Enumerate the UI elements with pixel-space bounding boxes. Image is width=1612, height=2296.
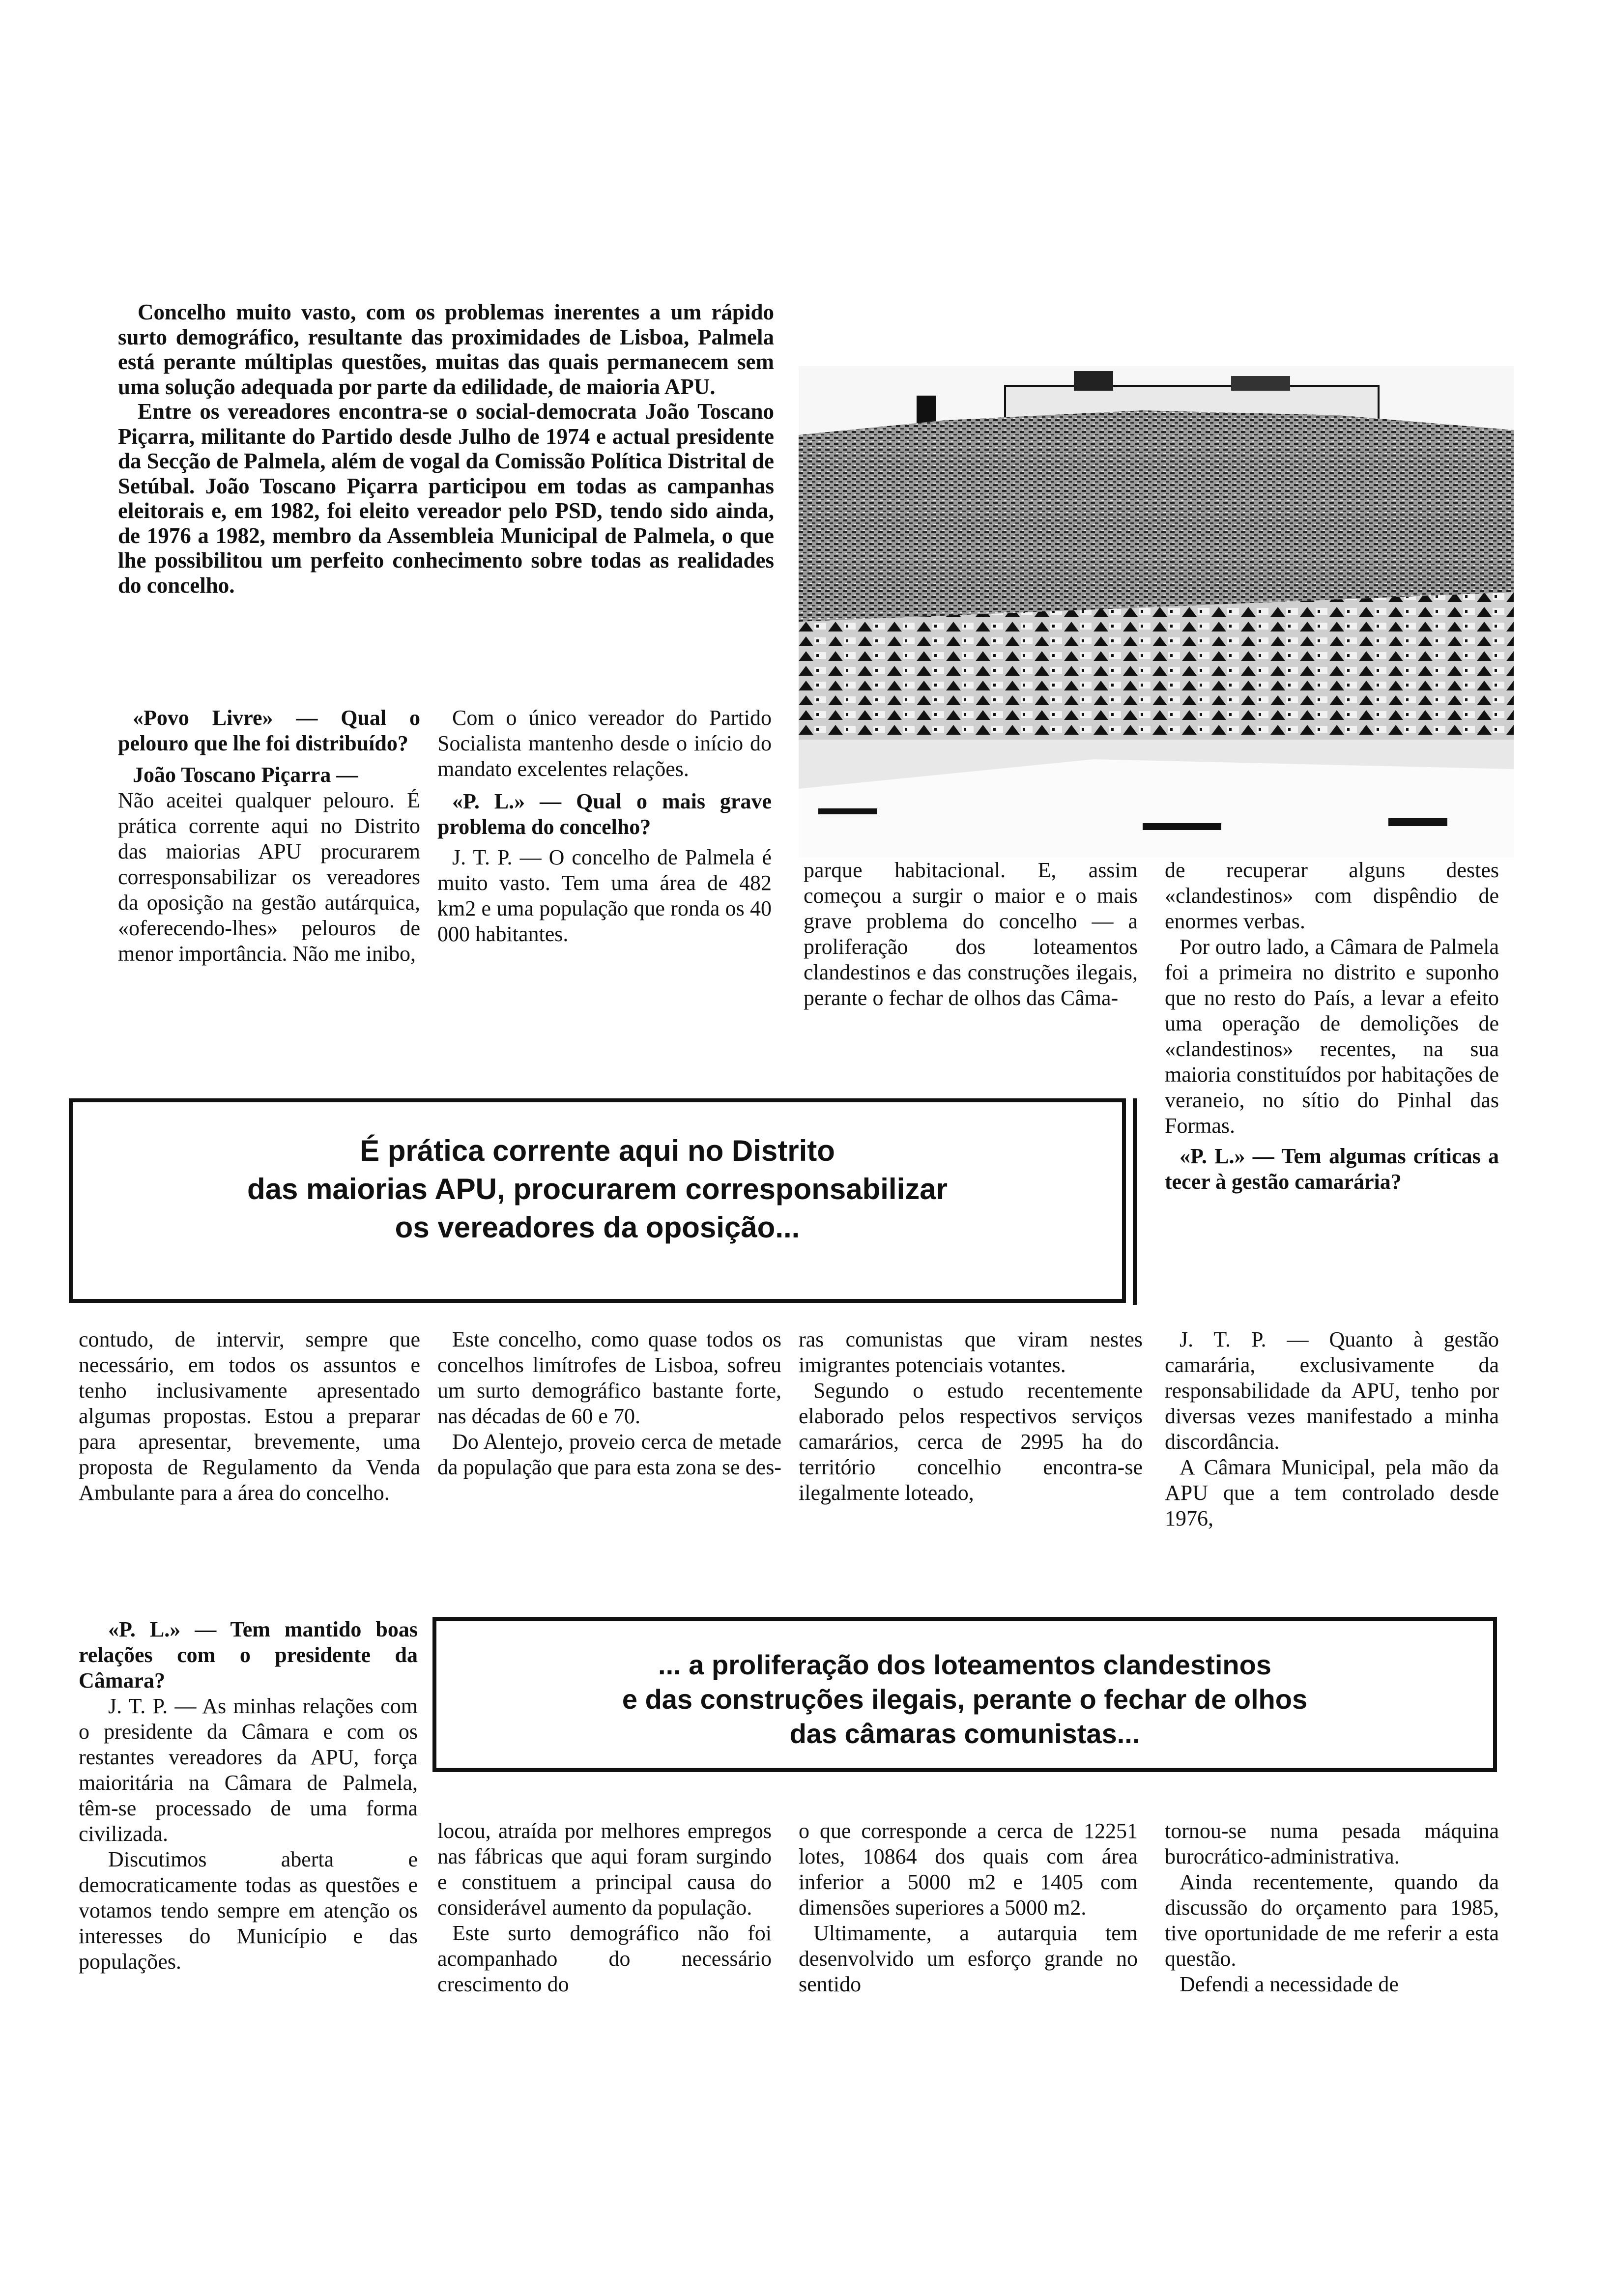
management-answer: J. T. P. — Quanto à gestão camarária, exclusivamente da responsabilidade da APU, tenho por diversas vezes manifestado a minha discordância. (1165, 1327, 1499, 1454)
relations-answer: J. T. P. — As minhas relações com o presidente da Câmara e com os restantes vereadores da APU, força maioritária na Câmara de Palmela, têm-se processado de uma forma civilizada. (79, 1694, 418, 1846)
pull-quote-1-line-3: os vereadores da oposição... (395, 1211, 800, 1244)
pull-quote-2-line-3: das câmaras comunistas... (789, 1718, 1140, 1749)
pull-quote-1-line-1: É prática corrente aqui no Distrito (360, 1134, 835, 1167)
surge-paragraph: Este surto demográfico não foi acompanhado do necessário crescimento do (437, 1921, 772, 1996)
intro-paragraph-1: Concelho muito vasto, com os problemas inerentes a um rápido surto demográfico, resultante das proximidades de Lisboa, Palmela está perante múltiplas questões, muitas das quais permanecem sem uma solução adequada por parte da edilidade, de maioria APU. (118, 300, 774, 399)
demolitions-paragraph: Por outro lado, a Câmara de Palmela foi a primeira no distrito e suponho que no resto do País, a levar a efeito uma operação de demolições de «clandestinos» recentes, na sua maioria constituídos por habitações de veraneio, no sítio do Pinhal das Formas. (1165, 935, 1499, 1138)
intro-paragraph-2: Entre os vereadores encontra-se o social-democrata João Toscano Piçarra, militante do Partido desde Julho de 1974 e actual presidente da Secção de Palmela, além de vogal da Comissão Política Distrital de Setúbal. João Toscano Piçarra participou em todas as campanhas eleitorais e, em 1982, foi eleito vereador pelo PSD, tendo sido ainda, de 1976 a 1982, membro da Assembleia Municipal de Palmela, o que lhe possibilitou um perfeito conhecimento sobre todas as realidades do concelho. (118, 399, 774, 598)
bureaucratic-paragraph: tornou-se numa pesada máquina burocrático-administrativa. (1165, 1819, 1499, 1868)
budget-paragraph: Ainda recentemente, quando da discussão do orçamento para 1985, tive oportunidade de me referir a esta questão. (1165, 1870, 1499, 1971)
answer-pelouro: Não aceitei qualquer pelouro. É prática corrente aqui no Distrito das maiorias APU procurarem corresponsabilizar os vereadores da oposição na gestão autárquica, «oferecendo-lhes» pelouros de menor importância. Não me inibo, (118, 788, 420, 966)
attracted-paragraph: locou, atraída por melhores empregos nas fábricas que aqui foram surgindo e constituem a principal causa do considerável aumento da população. (437, 1819, 772, 1920)
column-2-mid (437, 1327, 781, 1480)
answer-problem: J. T. P. — O concelho de Palmela é muito vasto. Tem uma área de 482 km2 e uma população que ronda os 40 000 habitantes. (437, 845, 772, 946)
effort-paragraph: Ultimamente, a autarquia tem desenvolvido um esforço grande no sentido (799, 1921, 1138, 1996)
column-3-bottom (799, 1818, 1138, 1997)
pull-quote-2-line-2: e das construções ilegais, perante o fechar de olhos (622, 1684, 1308, 1715)
study-paragraph: Segundo o estudo recentemente elaborado pelos respectivos serviços camarários, cerca de 2995 ha do território concelhio encontra-se ilegalmente loteado, (799, 1378, 1143, 1505)
pull-quote-1 (73, 1132, 1122, 1247)
column-3-mid (799, 1327, 1143, 1506)
pull-quote-box-1 (69, 1098, 1126, 1303)
town-view-illustration (799, 366, 1514, 858)
question-pelouro: «Povo Livre» — Qual o pelouro que lhe foi distribuído? (118, 706, 420, 755)
column-4-bottom (1165, 1818, 1499, 1997)
defended-paragraph: Defendi a necessidade de (1180, 1972, 1399, 1996)
housing-paragraph: parque habitacional. E, assim começou a surgir o maior e o mais grave problema do concelho — a proliferação dos loteamentos clandestinos e das construções ilegais, perante o fechar de olhos das Câma- (804, 858, 1138, 1010)
pull-quote-2-line-1: ... a proliferação dos loteamentos clandestinos (658, 1649, 1271, 1680)
question-relations: «P. L.» — Tem mantido boas relações com o presidente da Câmara? (79, 1617, 418, 1693)
column-4-top (1165, 858, 1499, 1195)
intro-text (118, 300, 774, 598)
discussion-paragraph: Discutimos aberta e democraticamente todas as questões e votamos tendo sempre em atenção os interesses do Município e das populações. (79, 1847, 418, 1974)
pull-quote-1-line-2: das maiorias APU, procurarem corresponsabilizar (247, 1173, 948, 1205)
intervention-paragraph: contudo, de intervir, sempre que necessário, em todos os assuntos e tenho inclusivamente apresentado algumas propostas. Estou a preparar para apresentar, brevemente, uma proposta de Regulamento da Venda Ambulante para a área do concelho. (79, 1327, 420, 1505)
column-3-top (804, 858, 1138, 1011)
pull-quote-2 (436, 1648, 1493, 1751)
column-4-mid (1165, 1327, 1499, 1531)
column-2-bottom (437, 1818, 772, 1997)
question-problem: «P. L.» — Qual o mais grave problema do concelho? (437, 789, 772, 839)
relations-paragraph: Com o único vereador do Partido Socialista mantenho desde o início do mandato excelentes relações. (437, 706, 772, 781)
box-rule-right (1133, 1098, 1137, 1305)
demographic-paragraph: Este concelho, como quase todos os concelhos limítrofes de Lisboa, sofreu um surto demográfico bastante forte, nas décadas de 60 e 70. (437, 1327, 781, 1428)
town-view-photo (799, 366, 1514, 858)
alentejo-paragraph: Do Alentejo, proveio cerca de metade da população que para esta zona se des- (437, 1430, 782, 1479)
voters-paragraph: ras comunistas que viram nestes imigrantes potenciais votantes. (799, 1327, 1143, 1377)
recover-paragraph: de recuperar alguns destes «clandestinos» com dispêndio de enormes verbas. (1165, 858, 1499, 933)
apu-control-paragraph: A Câmara Municipal, pela mão da APU que a tem controlado desde 1976, (1165, 1455, 1499, 1530)
column-1-top (118, 705, 420, 967)
pull-quote-box-2 (432, 1617, 1497, 1772)
answer-speaker: João Toscano Piçarra — (133, 763, 358, 787)
lots-paragraph: o que corresponde a cerca de 12251 lotes, 10864 dos quais com área inferior a 5000 m2 e 1405 com dimensões superiores a 5000 m2. (799, 1819, 1138, 1920)
question-criticism: «P. L.» — Tem algumas críticas a tecer à gestão camarária? (1165, 1144, 1499, 1194)
column-1-bottom (79, 1617, 418, 1975)
column-1-mid (79, 1327, 420, 1506)
column-2-top (437, 705, 772, 947)
